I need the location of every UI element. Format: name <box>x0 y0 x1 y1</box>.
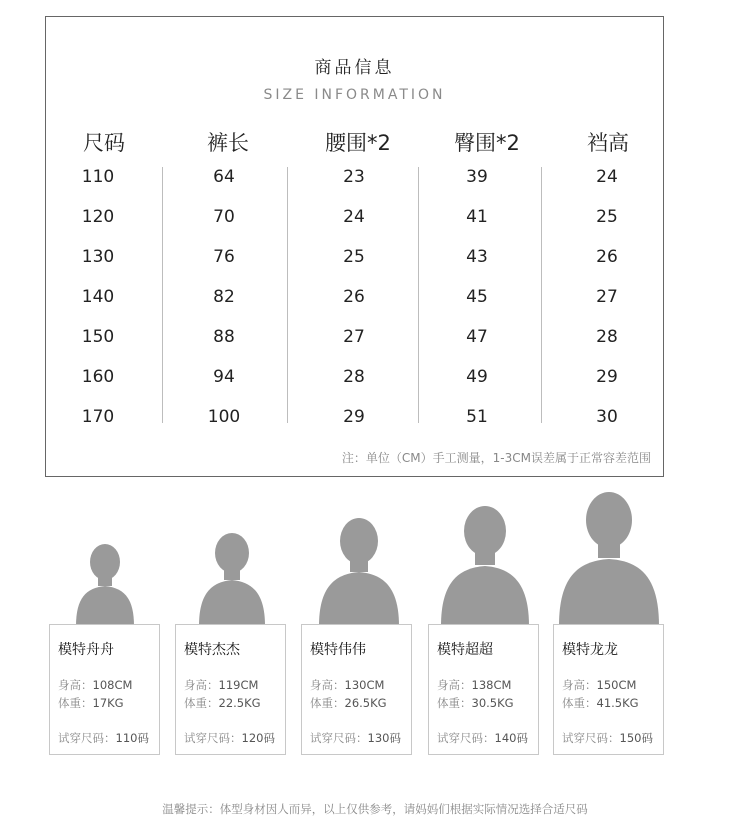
table-cell: 24 <box>596 167 618 187</box>
table-cell: 24 <box>343 207 365 227</box>
model-card <box>301 624 412 755</box>
model-card <box>175 624 286 755</box>
table-cell: 25 <box>343 247 365 267</box>
model-try-size: 试穿尺码：140码 <box>437 731 528 745</box>
model-card <box>428 624 539 755</box>
table-cell: 43 <box>466 247 488 267</box>
child-silhouette-icon <box>438 500 532 626</box>
col-header-size: 尺码 <box>83 131 125 155</box>
table-cell: 39 <box>466 167 488 187</box>
model-name: 模特超超 <box>437 642 493 658</box>
title-en: SIZE INFORMATION <box>263 87 446 103</box>
table-cell: 23 <box>343 167 365 187</box>
model-weight: 体重：26.5KG <box>310 696 387 710</box>
child-silhouette-icon <box>196 528 268 626</box>
table-cell: 82 <box>213 287 235 307</box>
col-header-waist: 腰围*2 <box>325 131 391 155</box>
table-cell: 130 <box>81 247 115 267</box>
table-cell: 140 <box>81 287 115 307</box>
model-weight: 体重：41.5KG <box>562 696 639 710</box>
model-try-size: 试穿尺码：110码 <box>58 731 149 745</box>
table-cell: 30 <box>596 407 618 427</box>
table-cell: 41 <box>466 207 488 227</box>
column-divider <box>287 167 288 423</box>
column-divider <box>418 167 419 423</box>
column-divider <box>162 167 163 423</box>
title-cn: 商品信息 <box>314 58 395 78</box>
table-cell: 94 <box>213 367 235 387</box>
model-weight: 体重：17KG <box>58 696 124 710</box>
model-height: 身高：130CM <box>310 678 385 692</box>
table-cell: 29 <box>343 407 365 427</box>
col-header-length: 裤长 <box>207 131 249 155</box>
table-cell: 47 <box>466 327 488 347</box>
model-name: 模特杰杰 <box>184 642 240 658</box>
table-cell: 150 <box>81 327 115 347</box>
table-cell: 160 <box>81 367 115 387</box>
model-try-size: 试穿尺码：120码 <box>184 731 275 745</box>
column-divider <box>541 167 542 423</box>
model-card <box>49 624 160 755</box>
table-cell: 120 <box>81 207 115 227</box>
model-weight: 体重：22.5KG <box>184 696 261 710</box>
model-try-size: 试穿尺码：130码 <box>310 731 401 745</box>
table-cell: 70 <box>213 207 235 227</box>
table-cell: 88 <box>213 327 235 347</box>
table-cell: 170 <box>81 407 115 427</box>
table-cell: 100 <box>207 407 241 427</box>
col-header-rise: 裆高 <box>587 131 629 155</box>
model-name: 模特伟伟 <box>310 642 366 658</box>
table-cell: 25 <box>596 207 618 227</box>
table-cell: 29 <box>596 367 618 387</box>
table-cell: 27 <box>596 287 618 307</box>
table-cell: 28 <box>596 327 618 347</box>
table-cell: 51 <box>466 407 488 427</box>
child-silhouette-icon <box>72 540 138 626</box>
model-height: 身高：138CM <box>437 678 512 692</box>
child-silhouette-icon <box>316 512 402 626</box>
model-card <box>553 624 664 755</box>
table-cell: 27 <box>343 327 365 347</box>
table-cell: 26 <box>596 247 618 267</box>
table-cell: 49 <box>466 367 488 387</box>
size-table-panel <box>45 16 664 477</box>
table-cell: 64 <box>213 167 235 187</box>
col-header-hip: 臀围*2 <box>454 131 520 155</box>
table-cell: 110 <box>81 167 115 187</box>
model-height: 身高：150CM <box>562 678 637 692</box>
child-silhouette-icon <box>556 486 662 626</box>
model-height: 身高：108CM <box>58 678 133 692</box>
table-cell: 28 <box>343 367 365 387</box>
model-name: 模特舟舟 <box>58 642 114 658</box>
table-cell: 76 <box>213 247 235 267</box>
model-height: 身高：119CM <box>184 678 259 692</box>
model-weight: 体重：30.5KG <box>437 696 514 710</box>
measurement-note: 注：单位（CM）手工测量，1-3CM误差属于正常容差范围 <box>341 451 651 465</box>
footer-tip: 温馨提示：体型身材因人而异，以上仅供参考，请妈妈们根据实际情况选择合适尺码 <box>162 802 588 816</box>
table-cell: 45 <box>466 287 488 307</box>
model-name: 模特龙龙 <box>562 642 618 658</box>
model-try-size: 试穿尺码：150码 <box>562 731 653 745</box>
table-cell: 26 <box>343 287 365 307</box>
